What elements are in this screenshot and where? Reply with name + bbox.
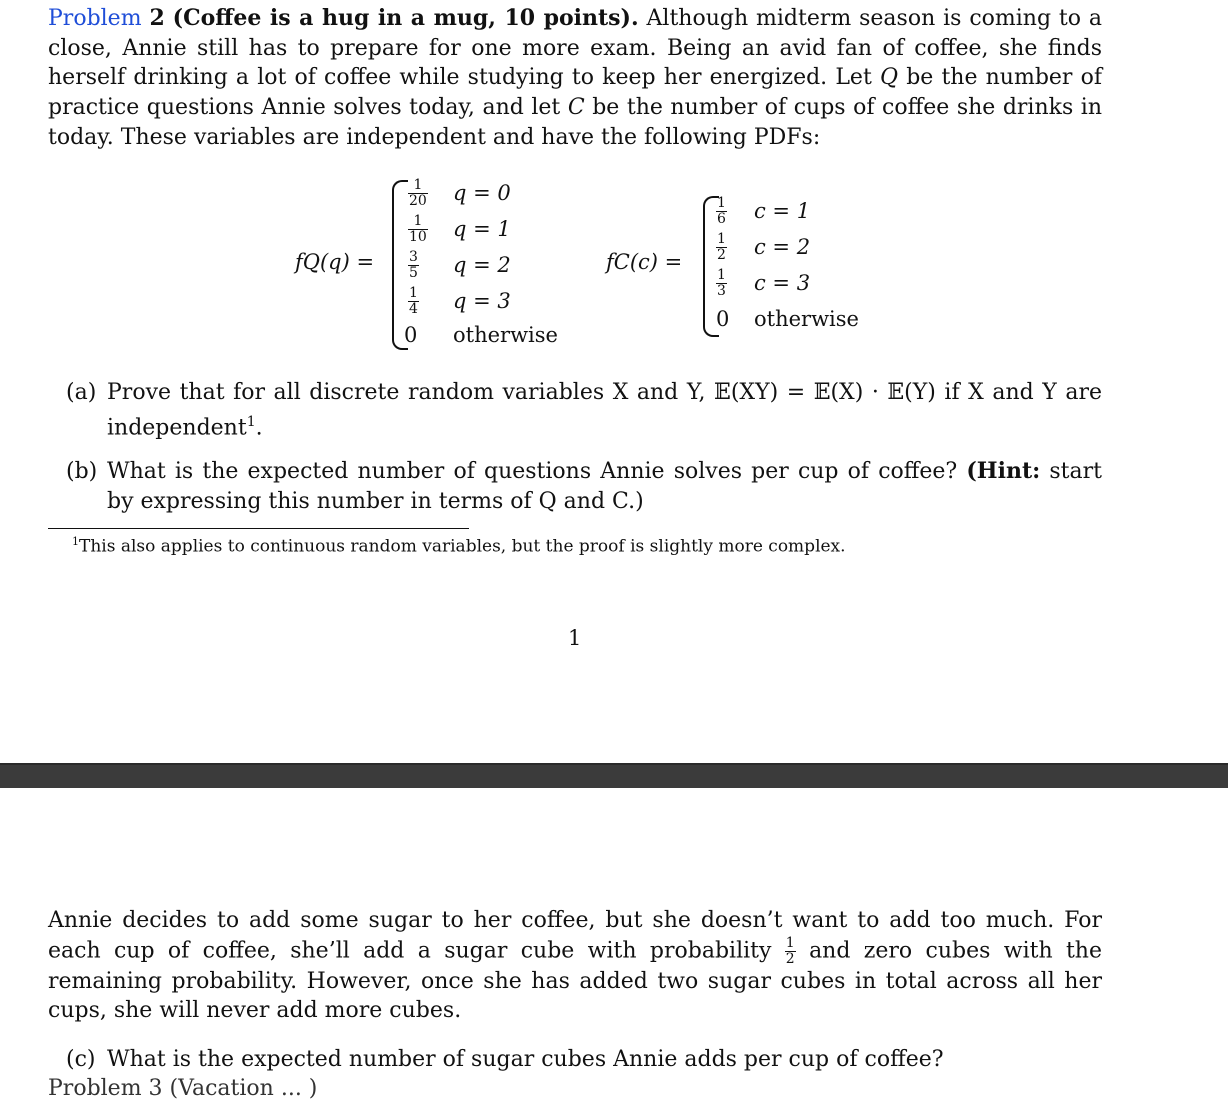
pdf-q-cond-3: q = 3 (453, 289, 511, 313)
pdf-c-cond-0: c = 1 (754, 199, 811, 223)
sugar-text-1: Annie decides to add some sugar to her coffee, but she doesn’t want to add too much. For each cup of coffee, she’ll add a sugar cube with probability (48, 908, 1102, 964)
pdf-c-frac-1: $\frac{1}{2}$ (717, 231, 726, 263)
pdf-q-cond-0: q = 0 (453, 181, 511, 205)
page-number: 1 (568, 626, 582, 650)
footnote-ref[interactable]: 1 (246, 413, 256, 430)
part-b-text-2: start by expressing this number in terms of Q and C.) (107, 459, 1102, 514)
pdf-q-val-4: 0 (404, 323, 418, 347)
pdf-c-cond-3: otherwise (754, 307, 859, 331)
pdf-q-frac-1: $\frac{1}{10}$ (409, 213, 427, 245)
footnote-text: This also applies to continuous random variables, but the proof is slightly more complex. (79, 536, 846, 557)
pdf-q-frac-2: $\frac{3}{5}$ (409, 249, 418, 281)
part-c (66, 1045, 1102, 1075)
cut-off-next-problem: Problem 3 (Vacation ... ) (48, 1076, 318, 1101)
footnote (72, 535, 972, 557)
part-a-text: Prove that for all discrete random variables X and Y, 𝔼(XY) = 𝔼(X) · 𝔼(Y) if X and Y are independent (107, 380, 1102, 441)
problem-intro-2: be the number of practice questions Annie solves today, and let (48, 65, 1102, 121)
problem-intro-1: Although midterm season is coming to a close, Annie still has to prepare for one more exam. Being an avid fan of coffee, she finds herself drinking a lot of coffee while studying to keep her energized. Let (48, 6, 1103, 91)
part-c-label: (c) (66, 1047, 96, 1072)
part-b-hint-label: (Hint: (966, 458, 1041, 484)
pdf-q-frac-3: $\frac{1}{4}$ (409, 285, 418, 317)
pdf-c-cond-1: c = 2 (754, 235, 811, 259)
problem-label[interactable]: Problem (48, 6, 142, 31)
part-a-label: (a) (66, 380, 97, 405)
part-c-text: What is the expected number of sugar cubes Annie adds per cup of coffee? (107, 1047, 944, 1072)
pdf-c-lhs: fC(c) = (606, 250, 683, 274)
var-q: Q (879, 65, 899, 91)
sugar-text-2: and zero cubes with the remaining probability. However, once she has added two sugar cubes in total across all her cups, she will never add more cubes. (48, 938, 1102, 1024)
part-b (66, 457, 1102, 516)
problem-number: 2 (149, 5, 165, 31)
pdf-q-cond-1: q = 1 (453, 217, 511, 241)
problem-intro-3: be the number of cups of coffee she drinks in today. These variables are independent and have the following PDFs: (48, 95, 1103, 150)
footnote-mark: 1 (72, 535, 79, 548)
page-divider (0, 763, 1228, 788)
sugar-frac: $\frac{1}{2}$ (785, 934, 795, 967)
pdf-c-frac-0: $\frac{1}{6}$ (717, 195, 726, 227)
var-c: C (567, 95, 585, 121)
pdf-c-val-3: 0 (716, 307, 730, 331)
part-b-label: (b) (66, 459, 98, 484)
sugar-paragraph (48, 906, 1102, 1026)
pdf-q-lhs: fQ(q) = (295, 250, 375, 274)
part-b-text-1: What is the expected number of questions Annie solves per cup of coffee? (107, 459, 958, 484)
pdf-q-frac-0: $\frac{1}{20}$ (409, 177, 427, 209)
footnote-rule (48, 528, 469, 529)
part-a: (a) Prove that for all discrete random variables X and Y, 𝔼(XY) = 𝔼(X) · 𝔼(Y) if X and Y are independent$^1$. (66, 380, 1102, 441)
pdf-q-cond-2: q = 2 (453, 253, 511, 277)
pdf-c-cond-2: c = 3 (754, 271, 811, 295)
problem-title: (Coffee is a hug in a mug, 10 points). (172, 5, 639, 31)
pdf-q-cond-4: otherwise (453, 323, 558, 347)
pdf-c-frac-2: $\frac{1}{3}$ (717, 267, 726, 299)
problem-statement (48, 4, 1102, 153)
